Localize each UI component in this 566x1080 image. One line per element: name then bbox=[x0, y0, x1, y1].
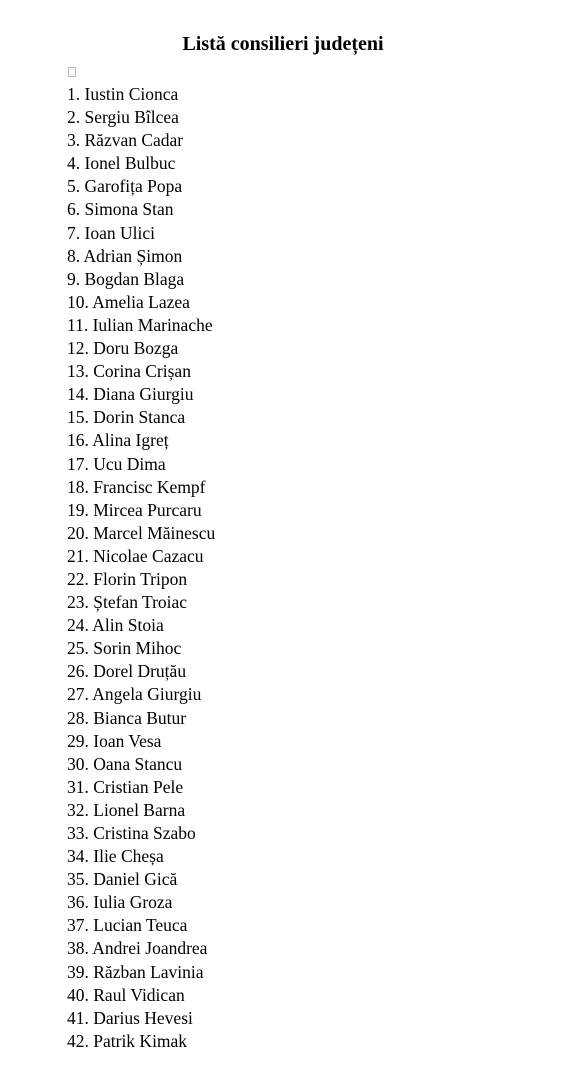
list-item: 19. Mircea Purcaru bbox=[67, 499, 202, 520]
list-item: 12. Doru Bozga bbox=[67, 338, 179, 359]
list-item: 36. Iulia Groza bbox=[67, 892, 173, 913]
list-item: 41. Darius Hevesi bbox=[67, 1007, 193, 1028]
list-item: 33. Cristina Szabo bbox=[67, 823, 196, 843]
list-item: 1. Iustin Cionca bbox=[67, 84, 179, 104]
list-item: 25. Sorin Mihoc bbox=[67, 638, 182, 659]
councillor-list bbox=[67, 83, 215, 1053]
list-item: 34. Ilie Cheșa bbox=[67, 846, 164, 867]
list-item: 9. Bogdan Blaga bbox=[67, 268, 185, 289]
list-item: 10. Amelia Lazea bbox=[67, 291, 190, 312]
list-item: 42. Patrik Kimak bbox=[67, 1030, 188, 1051]
list-item: 16. Alina Igreț bbox=[67, 430, 169, 451]
broken-image-icon bbox=[68, 67, 76, 77]
list-item: 20. Marcel Măinescu bbox=[67, 522, 216, 543]
list-item: 14. Diana Giurgiu bbox=[67, 384, 194, 405]
list-item: 13. Corina Crișan bbox=[67, 361, 191, 382]
list-item: 2. Sergiu Bîlcea bbox=[67, 107, 179, 128]
list-item: 15. Dorin Stanca bbox=[67, 407, 186, 428]
list-item: 30. Oana Stancu bbox=[67, 753, 183, 774]
list-item: 38. Andrei Joandrea bbox=[67, 938, 208, 959]
list-item: 28. Bianca Butur bbox=[67, 707, 187, 728]
list-item: 22. Florin Tripon bbox=[67, 568, 188, 589]
list-item: 26. Dorel Druțău bbox=[67, 661, 187, 682]
list-item: 18. Francisc Kempf bbox=[67, 476, 206, 497]
list-item: 29. Ioan Vesa bbox=[67, 730, 162, 751]
list-item: 7. Ioan Ulici bbox=[67, 222, 155, 243]
list-item: 24. Alin Stoia bbox=[67, 615, 164, 636]
list-item: 4. Ionel Bulbuc bbox=[67, 153, 176, 174]
list-item: 6. Simona Stan bbox=[67, 199, 174, 220]
list-item: 21. Nicolae Cazacu bbox=[67, 545, 204, 566]
list-item: 5. Garofița Popa bbox=[67, 176, 183, 197]
list-item: 40. Raul Vidican bbox=[67, 984, 185, 1005]
list-item: 11. Iulian Marinache bbox=[67, 314, 213, 335]
list-item: 31. Cristian Pele bbox=[67, 776, 184, 797]
list-item: 39. Răzban Lavinia bbox=[67, 961, 204, 982]
list-item: 17. Ucu Dima bbox=[67, 453, 166, 474]
list-item: 23. Ștefan Troiac bbox=[67, 592, 188, 613]
list-item: 32. Lionel Barna bbox=[67, 799, 186, 820]
list-item: 37. Lucian Teuca bbox=[67, 915, 188, 936]
list-item: 3. Răzvan Cadar bbox=[67, 130, 184, 151]
page-title: Listă consilieri județeni bbox=[182, 33, 384, 56]
list-item: 27. Angela Giurgiu bbox=[67, 684, 202, 705]
list-item: 35. Daniel Gică bbox=[67, 869, 178, 890]
list-item: 8. Adrian Șimon bbox=[67, 245, 183, 266]
